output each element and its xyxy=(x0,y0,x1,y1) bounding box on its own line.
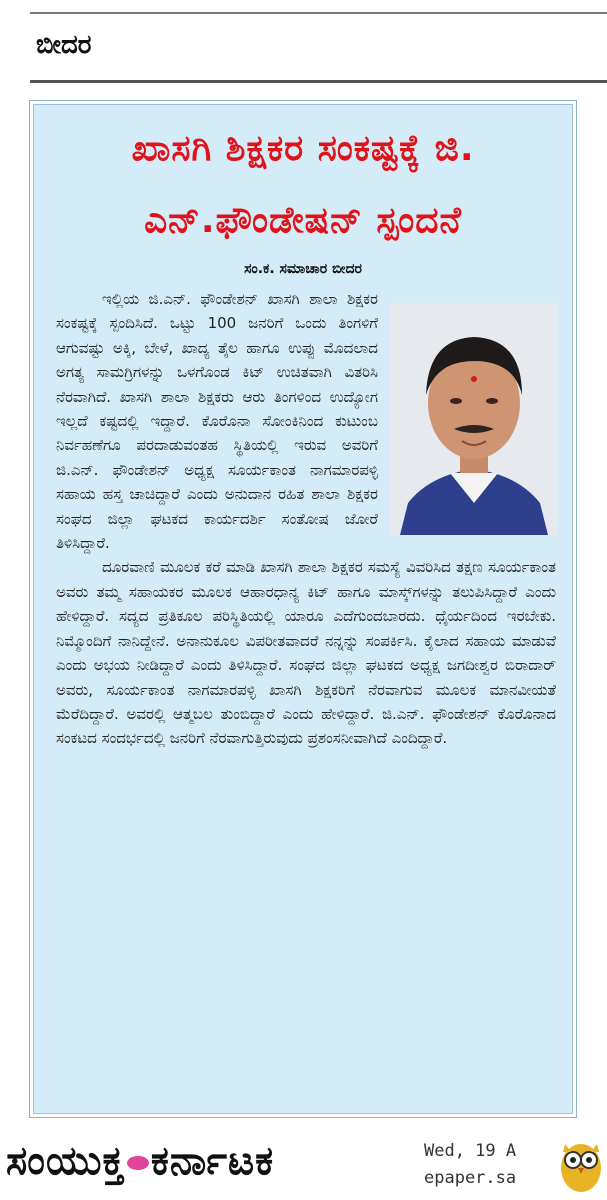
site-text: epaper.sa xyxy=(424,1168,517,1188)
photo-spacer xyxy=(378,287,556,529)
article-box xyxy=(29,100,577,1118)
paragraph-1-text: ಇಲ್ಲಿಯ ಜಿ.ಎನ್. ಫೌಂಡೇಶನ್ ಖಾಸಗಿ ಶಾಲಾ ಶಿಕ್ಷಕರ ಸಂಕಷ್ಟಕ್ಕೆ ಸ್ಪಂದಿಸಿದೆ. ಒಟ್ಟು 100 ಜನರಿಗೆ ಒಂದು ತಿಂಗಳಿಗೆ ಆಗುವಷ್ಟು ಅಕ್ಕಿ, ಬೇಳೆ, ಖಾದ್ಯ ತೈಲ ಹಾಗೂ ಉಪ್ಪು ಮೊದಲಾದ ಅಗತ್ಯ ಸಾಮಗ್ರಿಗಳನ್ನು ಒಳಗೊಂಡ ಕಿಟ್ ಉಚಿತವಾಗಿ ವಿತರಿಸಿ ನೆರವಾಗಿದೆ. ಖಾಸಗಿ ಶಾಲಾ ಶಿಕ್ಷಕರು ಆರು ತಿಂಗಳಿಂದ ಉದ್ಯೋಗ ಇಲ್ಲದೆ ಕಷ್ಟದಲ್ಲಿ ಇದ್ದಾರೆ. ಕೊರೊನಾ ಸೋಂಕಿನಿಂದ ಕುಟುಂಬ ನಿರ್ವಹಣೆಗೂ ಪರದಾಡುವಂತಹ ಸ್ಥಿತಿಯಲ್ಲಿ ಇರುವ ಅವರಿಗೆ ಜಿ.ಎನ್. ಫೌಂಡೇಶನ್ ಅಧ್ಯಕ್ಷ ಸೂರ್ಯಕಾಂತ ನಾಗಮಾರಪಳ್ಳಿ ಸಹಾಯ ಹಸ್ತ ಚಾಚಿದ್ದಾರೆ ಎಂದು ಅನುದಾನ ರಹಿತ ಶಾಲಾ ಶಿಕ್ಷಕರ ಸಂಘದ ಜಿಲ್ಲಾ ಘಟಕದ ಕಾರ್ಯದರ್ಶಿ ಸಂತೋಷ ಜೋರೆ ತಿಳಿಸಿದ್ದಾರೆ. xyxy=(56,290,378,553)
date-text: Wed, 19 A xyxy=(424,1141,517,1161)
paragraph-2-text: ದೂರವಾಣಿ ಮೂಲಕ ಕರೆ ಮಾಡಿ ಖಾಸಗಿ ಶಾಲಾ ಶಿಕ್ಷಕರ ಸಮಸ್ಯೆ ವಿವರಿಸಿದ ತಕ್ಷಣ ಸೂರ್ಯಕಾಂತ ಅವರು ತಮ್ಮ ಸಹಾಯಕರ ಮೂಲಕ ಆಹಾರಧಾನ್ಯ ಕಿಟ್ ಹಾಗೂ ಮಾಸ್ಕ್‌ಗಳನ್ನು ತಲುಪಿಸಿದ್ದಾರೆ ಎಂದು ಹೇಳಿದ್ದಾರೆ. ಸದ್ಯದ ಪ್ರತಿಕೂಲ ಪರಿಸ್ಥಿತಿಯಲ್ಲಿ ಯಾರೂ ಎದೆಗುಂದಬಾರದು. ಧೈರ್ಯದಿಂದ ಇರಬೇಕು. ನಿಮ್ಮೊಂದಿಗೆ ನಾನಿದ್ದೇನೆ. ಅನಾನುಕೂಲ ವಿಪರೀತವಾದರೆ ನನ್ನನ್ನು ಸಂಪರ್ಕಿಸಿ. ಕೈಲಾದ ಸಹಾಯ ಮಾಡುವೆ ಎಂದು ಅಭಯ ನೀಡಿದ್ದಾರೆ ಎಂದು ತಿಳಿಸಿದ್ದಾರೆ. ಸಂಘದ ಜಿಲ್ಲಾ ಘಟಕದ ಅಧ್ಯಕ್ಷ ಜಗದೀಶ್ವರ ಬಿರಾದಾರ್ ಅವರು, ಸೂರ್ಯಕಾಂತ ನಾಗಮಾರಪಳ್ಳಿ ಖಾಸಗಿ ಶಿಕ್ಷಕರಿಗೆ ನೆರವಾಗುವ ಮೂಲಕ ಮಾನವೀಯತೆ ಮೆರೆದಿದ್ದಾರೆ. ಅವರಲ್ಲಿ ಆತ್ಮಬಲ ತುಂಬಿದ್ದಾರೆ ಎಂದು ಹೇಳಿದ್ದಾರೆ. ಜಿ.ಎನ್. ಫೌಂಡೇಶನ್ ಕೊರೊನಾದ ಸಂಕಟದ ಸಂದರ್ಭದಲ್ಲಿ ಜನರಿಗೆ ನೆರವಾಗುತ್ತಿರುವುದು ಪ್ರಶಂಸನೀವಾಗಿದೆ ಎಂದಿದ್ದಾರೆ. xyxy=(56,558,556,748)
owl-icon xyxy=(559,1134,603,1194)
paragraph-2 xyxy=(56,555,556,750)
brand-left-text: ಸಂಯುಕ್ತ xyxy=(6,1138,125,1184)
brand-logo xyxy=(6,1138,274,1184)
byline: ಸಂ.ಕ. ಸಮಾಚಾರ ಬೀದರ xyxy=(244,261,362,277)
headline: ಖಾಸಗಿ ಶಿಕ್ಷಕರ ಸಂಕಷ್ಟಕ್ಕೆ ಜಿ. ಎನ್.ಫೌಂಡೇಷನ್ ಸ್ಪಂದನೆ xyxy=(131,128,475,241)
top-rule xyxy=(30,12,607,14)
brand-dot-icon xyxy=(127,1156,149,1170)
brand-right-text: ಕರ್ನಾಟಕ xyxy=(150,1138,275,1184)
section-rule xyxy=(30,80,607,83)
epaper-stamp xyxy=(424,1138,516,1192)
footer-bar xyxy=(0,1128,607,1200)
article-body xyxy=(56,287,556,751)
section-title: ಬೀದರ xyxy=(36,30,92,60)
